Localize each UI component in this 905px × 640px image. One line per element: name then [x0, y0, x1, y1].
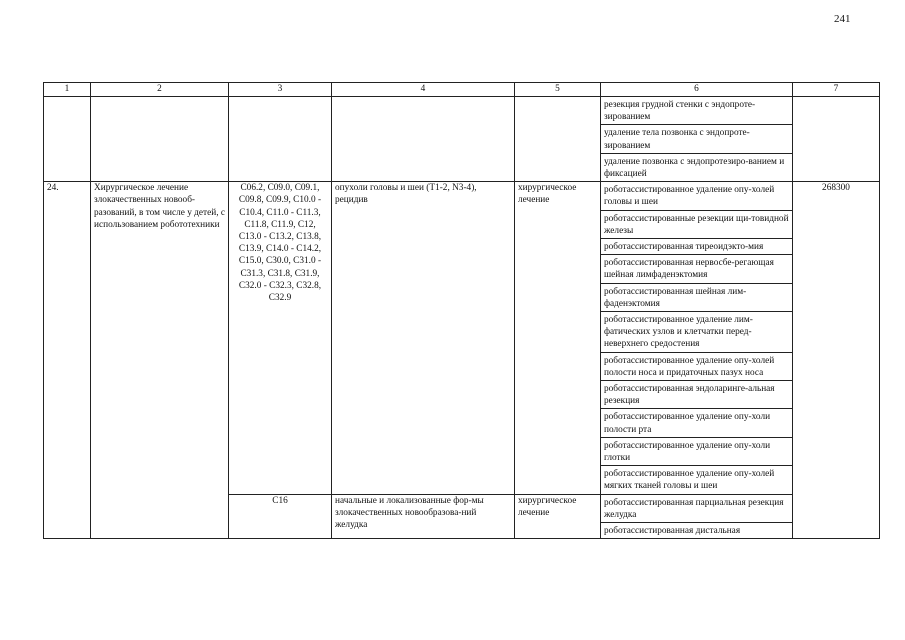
method-item: роботассистированная дистальная: [604, 526, 741, 537]
header-cell: 2: [91, 83, 229, 97]
header-cell: 1: [44, 83, 91, 97]
method-item: роботассистированная тиреоидэкто-мия: [601, 239, 792, 255]
method-item: роботассистированное удаление опу-холей головы и шеи: [601, 182, 792, 210]
price: 268300: [793, 182, 880, 539]
header-cell: 5: [515, 83, 601, 97]
method-item: роботассистированная нервосбе-регающая шейная лимфаденэктомия: [601, 255, 792, 283]
icd-codes: C16: [229, 494, 332, 539]
method-item: удаление тела позвонка с эндопроте-зированием: [601, 125, 792, 153]
method-item: роботассистированная шейная лим-фаденэктомия: [601, 283, 792, 311]
treatment-table: [43, 82, 880, 539]
method-item: роботассистированное удаление опу-холей мягких тканей головы и шеи: [604, 469, 775, 492]
method-item: роботассистированные резекции щи-товидной железы: [601, 210, 792, 238]
continuation-row: [44, 97, 880, 182]
methods-list: [601, 97, 792, 181]
method-item: роботассистированное удаление опу-холи глотки: [601, 437, 792, 465]
methods-list: [601, 182, 792, 493]
method-item: роботассистированное удаление опу-холи полости рта: [601, 409, 792, 437]
method-item: роботассистированное удаление лим-фатических узлов и клетчатки перед-неверхнего средостения: [601, 312, 792, 353]
header-cell: 7: [793, 83, 880, 97]
condition: начальные и локализованные фор-мы злокачественных новообразова-ний желудка: [332, 494, 515, 539]
method-item: резекция грудной стенки с эндопроте-зированием: [601, 97, 792, 125]
method-item: роботассистированная эндоларинге-альная резекция: [601, 381, 792, 409]
header-cell: 3: [229, 83, 332, 97]
header-row: [44, 83, 880, 97]
method-item: удаление позвонка с эндопротезиро-ванием и фиксацией: [604, 156, 785, 180]
treatment-type: хирургическое лечение: [515, 494, 601, 539]
table-row-24: [44, 182, 880, 494]
icd-codes: C06.2, C09.0, C09.1, C09.8, C09.9, C10.0 - C10.4, C11.0 - C11.3, C11.8, C11.9, C12, C13.0 - C13.2, C13.8, C13.9, C14.0 - C14.2, C15.0, C30.0, C31.0 - C31.3, C31.8, C31.9, C32.0 - C32.3, C32.8, C32.9: [229, 182, 332, 494]
header-cell: 4: [332, 83, 515, 97]
method-item: роботассистированное удаление опу-холей полости носа и придаточных пазух носа: [601, 352, 792, 380]
header-cell: 6: [601, 83, 793, 97]
treatment-type: хирургическое лечение: [515, 182, 601, 494]
condition: опухоли головы и шеи (T1-2, N3-4), рецидив: [332, 182, 515, 494]
procedure-name: Хирургическое лечение злокачественных новооб-разований, в том числе у детей, с использованием робототехники: [91, 182, 229, 539]
method-item: роботассистированная парциальная резекция желудка: [601, 495, 792, 523]
page-number: 241: [834, 13, 851, 25]
row-number: 24.: [44, 182, 91, 539]
methods-list: [601, 495, 792, 539]
